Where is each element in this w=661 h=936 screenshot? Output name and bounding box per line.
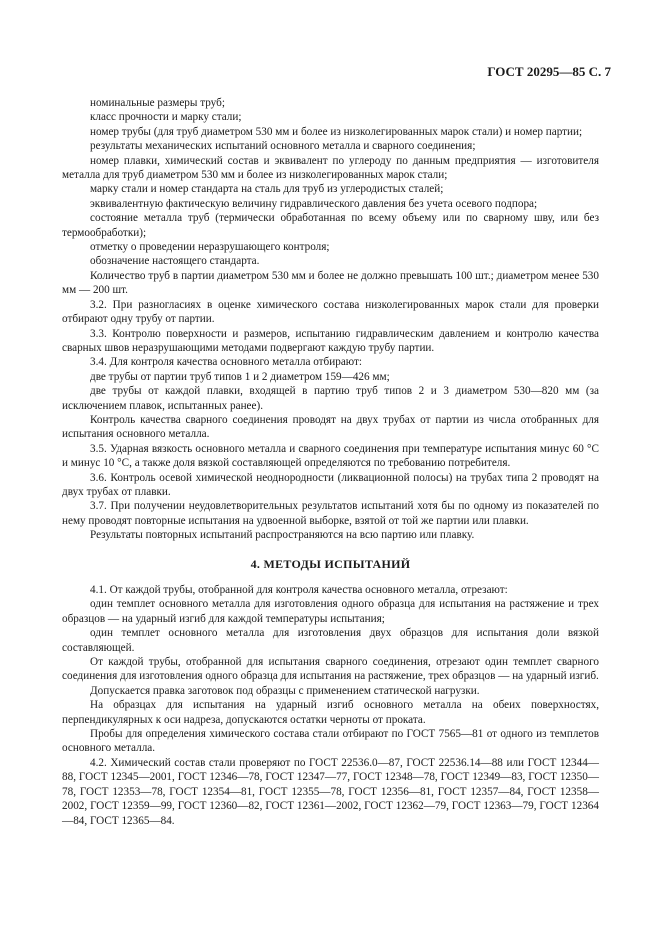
clause-3-4: 3.4. Для контроля качества основного металла отбирают: (90, 356, 363, 369)
paragraph: Контроль качества сварного соединения проводят на двух трубах от партии из числа отобранных для испытания основного металла. (62, 413, 599, 441)
clause-3-6: 3.6. Контроль осевой химической неоднородности (ликвационной полосы) на трубах типа 2 проводят на двух трубах от плавки. (62, 471, 599, 498)
paragraph: обозначение настоящего стандарта. (90, 255, 260, 268)
clause-3-2: 3.2. При разногласиях в оценке химического состава низколегированных марок стали для проверки отбирают одну трубу от партии. (62, 298, 599, 326)
paragraph: От каждой трубы, отобранной для испытания сварного соединения, отрезают один темплет сварного соединения для изготовления одного образца для испытания на растяжение, трех образцов — на ударный изгиб. (62, 656, 599, 683)
paragraph: класс прочности и марку стали; (90, 111, 242, 124)
paragraph: Количество труб в партии диаметром 530 мм и более не должно превышать 100 шт.; диаметром менее 530 мм — 200 шт. (62, 269, 599, 297)
paragraph: номер трубы (для труб диаметром 530 мм и более из низколегированных марок стали) и номер партии; (90, 125, 583, 138)
paragraph: состояние металла труб (термически обработанная по всему объему или по сварному шву, или без термообработки); (62, 212, 599, 239)
clause-3-3: 3.3. Контролю поверхности и размеров, испытанию гидравлическим давлением и контролю качества сварных швов неразрушающими методами подвергают каждую трубу партии. (62, 327, 599, 354)
paragraph: На образцах для испытания на ударный изгиб основного металла на обеих поверхностях, перпендикулярных к оси надреза, допускаются остатки черноты от проката. (62, 699, 599, 726)
paragraph: эквивалентную фактическую величину гидравлического давления без учета осевого подпора; (90, 197, 538, 210)
page-header: ГОСТ 20295—85 С. 7 (487, 64, 611, 79)
paragraph: Результаты повторных испытаний распространяются на всю партию или плавку. (90, 529, 475, 542)
paragraph: две трубы от каждой плавки, входящей в партию труб типов 2 и 3 диаметром 530—820 мм (за исключением плавок, испытанных ранее). (62, 385, 599, 412)
clause-3-7: 3.7. При получении неудовлетворительных результатов испытаний хотя бы по одному из показателей по нему проводят повторные испытания на удвоенной выборке, взятой от той же партии или плавки. (62, 500, 599, 527)
clause-4-1: 4.1. От каждой трубы, отобранной для контроля качества основного металла, отрезают: (90, 584, 508, 596)
paragraph: номер плавки, химический состав и эквивалент по углероду по данным предприятия — изготовителя металла для труб диаметром 530 мм и более из низколегированных марок стали; (62, 154, 599, 182)
clause-3-5: 3.5. Ударная вязкость основного металла и сварного соединения при температуре испытания минус 60 °С и минус 10 °С, а также доля вязкой составляющей определяются по требованию потребителя. (62, 442, 599, 470)
document-body (62, 96, 599, 828)
paragraph: один темплет основного металла для изготовления двух образцов для испытания доли вязкой составляющей. (62, 627, 599, 654)
paragraph: Допускается правка заготовок под образцы с применением статической нагрузки. (90, 684, 480, 697)
paragraph: результаты механических испытаний основного металла и сварного соединения; (90, 140, 476, 153)
paragraph: отметку о проведении неразрушающего контроля; (90, 241, 330, 254)
paragraph: Пробы для определения химического состава стали отбирают по ГОСТ 7565—81 от одного из темплетов основного металла. (62, 728, 599, 755)
paragraph: марку стали и номер стандарта на сталь для труб из углеродистых сталей; (90, 183, 444, 196)
section-title: 4. МЕТОДЫ ИСПЫТАНИЙ (250, 556, 411, 571)
paragraph: один темплет основного металла для изготовления одного образца для испытания на растяжение и трех образцов — на ударный изгиб для каждой температуры испытания; (62, 598, 599, 625)
clause-4-2: 4.2. Химический состав стали проверяют по ГОСТ 22536.0—87, ГОСТ 22536.14—88 или ГОСТ 12344—88, ГОСТ 12345—2001, ГОСТ 12346—78, ГОСТ 12347—77, ГОСТ 12348—78, ГОСТ 12349—83, ГОСТ 12350—78, ГОСТ 12353—78, ГОСТ 12354—81, ГОСТ 12355—78, ГОСТ 12356—81, ГОСТ 12357—84, ГОСТ 12358—2002, ГОСТ 12359—99, ГОСТ 12360—82, ГОСТ 12361—2002, ГОСТ 12362—79, ГОСТ 12363—79, ГОСТ 12364—84, ГОСТ 12365—84. (62, 756, 599, 827)
paragraph: номинальные размеры труб; (90, 97, 225, 109)
paragraph: две трубы от партии труб типов 1 и 2 диаметром 159—426 мм; (90, 370, 390, 383)
